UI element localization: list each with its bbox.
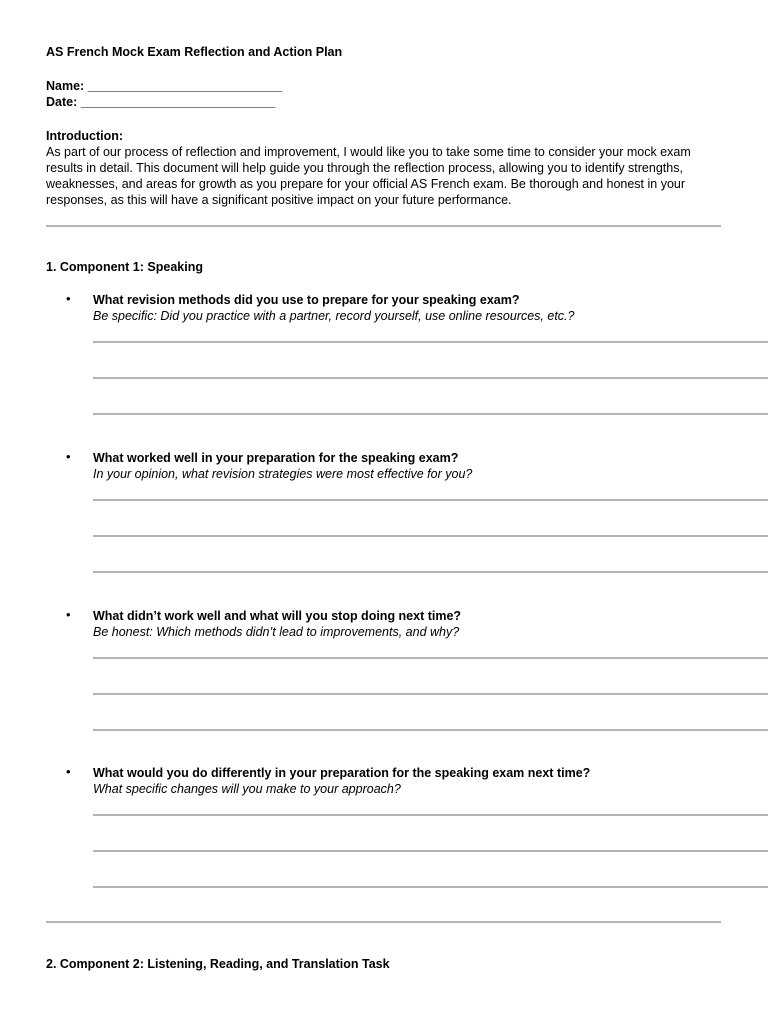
answer-line[interactable] bbox=[93, 535, 768, 537]
answer-line[interactable] bbox=[93, 850, 768, 852]
bullet-icon: • bbox=[66, 764, 71, 779]
introduction-heading: Introduction: bbox=[46, 129, 124, 143]
question-hint: Be honest: Which methods didn’t lead to improvements, and why? bbox=[93, 625, 460, 639]
question-text: What revision methods did you use to prepare for your speaking exam? bbox=[93, 293, 520, 307]
document-title: AS French Mock Exam Reflection and Action Plan bbox=[46, 45, 343, 59]
name-field: Name: ____________________________ bbox=[46, 79, 283, 93]
answer-line[interactable] bbox=[93, 499, 768, 501]
question-text: What would you do differently in your preparation for the speaking exam next time? bbox=[93, 766, 591, 780]
question-hint: What specific changes will you make to your approach? bbox=[93, 782, 401, 796]
answer-line[interactable] bbox=[93, 377, 768, 379]
question-hint: Be specific: Did you practice with a partner, record yourself, use online resources, etc.? bbox=[93, 309, 575, 323]
section-divider bbox=[46, 225, 721, 227]
bullet-icon: • bbox=[66, 449, 71, 464]
answer-line[interactable] bbox=[93, 693, 768, 695]
answer-line[interactable] bbox=[93, 729, 768, 731]
date-field: Date: ____________________________ bbox=[46, 95, 276, 109]
answer-line[interactable] bbox=[93, 571, 768, 573]
question-text: What didn’t work well and what will you stop doing next time? bbox=[93, 609, 462, 623]
section-heading-listening-reading-translation: 2. Component 2: Listening, Reading, and Translation Task bbox=[46, 957, 390, 971]
introduction-text: As part of our process of reflection and improvement, I would like you to take some time to consider your mock exam results in detail. This document will help guide you through the reflection process, allowing you to identify strengths, weaknesses, and areas for growth as you prepare for your official AS French exam. Be thorough and honest in your responses, as this will have a significant positive impact on your future performance. bbox=[46, 145, 691, 207]
bullet-icon: • bbox=[66, 291, 71, 306]
answer-line[interactable] bbox=[93, 341, 768, 343]
section-heading-speaking: 1. Component 1: Speaking bbox=[46, 260, 203, 274]
answer-line[interactable] bbox=[93, 413, 768, 415]
question-text: What worked well in your preparation for the speaking exam? bbox=[93, 451, 459, 465]
question-hint: In your opinion, what revision strategies were most effective for you? bbox=[93, 467, 473, 481]
answer-line[interactable] bbox=[93, 886, 768, 888]
bullet-icon: • bbox=[66, 607, 71, 622]
answer-line[interactable] bbox=[93, 657, 768, 659]
section-divider bbox=[46, 921, 721, 923]
answer-line[interactable] bbox=[93, 814, 768, 816]
